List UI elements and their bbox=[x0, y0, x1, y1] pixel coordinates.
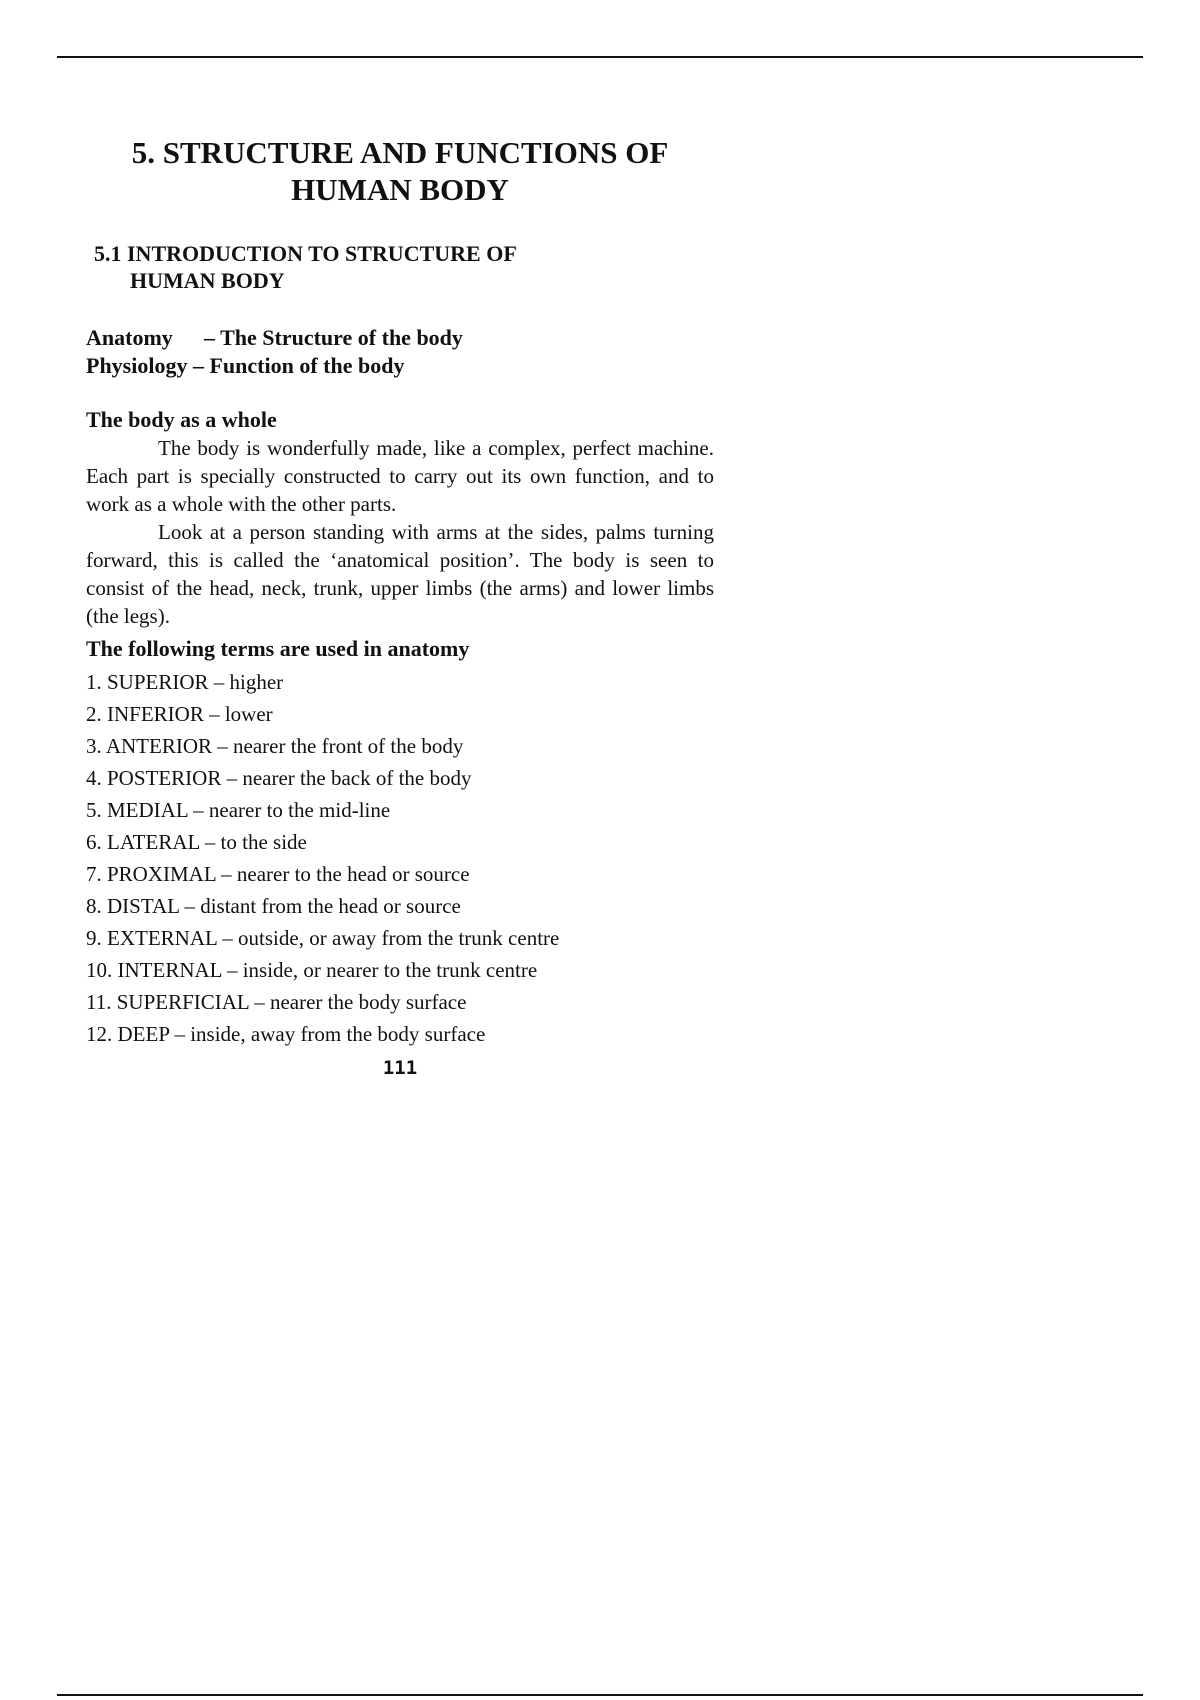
list-item: 10. INTERNAL – inside, or nearer to the trunk centre bbox=[86, 958, 538, 982]
header-rule bbox=[57, 56, 1143, 58]
list-item: 12. DEEP – inside, away from the body surface bbox=[86, 1022, 486, 1046]
anatomy-terms-heading: The following terms are used in anatomy bbox=[86, 636, 470, 661]
body-as-whole-heading: The body as a whole bbox=[86, 407, 277, 432]
footer-rule bbox=[57, 1694, 1143, 1696]
list-item: 9. EXTERNAL – outside, or away from the trunk centre bbox=[86, 926, 560, 950]
definition-meaning: – Function of the body bbox=[192, 353, 405, 378]
list-item: 3. ANTERIOR – nearer the front of the body bbox=[86, 734, 464, 758]
list-item: 7. PROXIMAL – nearer to the head or source bbox=[86, 862, 470, 886]
list-item: 5. MEDIAL – nearer to the mid-line bbox=[86, 798, 391, 822]
page-content bbox=[86, 134, 714, 1080]
definition-physiology bbox=[86, 352, 714, 380]
list-item: 4. POSTERIOR – nearer the back of the body bbox=[86, 766, 472, 790]
definitions bbox=[86, 324, 714, 380]
section-heading bbox=[94, 240, 714, 294]
page-number: 111 bbox=[382, 1057, 418, 1079]
chapter-title-line-2: HUMAN BODY bbox=[291, 172, 509, 207]
chapter-title bbox=[86, 134, 714, 208]
list-item: 8. DISTAL – distant from the head or source bbox=[86, 894, 461, 918]
body-paragraph: Look at a person standing with arms at the sides, palms turning forward, this is called the ‘anatomical position’. The body is seen to consist of the head, neck, trunk, upper limbs (the arms) and lower limbs (the legs). bbox=[86, 520, 714, 628]
definition-term: Physiology bbox=[86, 353, 188, 378]
body-paragraph: The body is wonderfully made, like a complex, perfect machine. Each part is specially constructed to carry out its own function, and to work as a whole with the other parts. bbox=[86, 436, 714, 516]
chapter-title-line-1: 5. STRUCTURE AND FUNCTIONS OF bbox=[131, 135, 669, 170]
list-item: 1. SUPERIOR – higher bbox=[86, 670, 284, 694]
list-item: 2. INFERIOR – lower bbox=[86, 702, 273, 726]
list-item: 11. SUPERFICIAL – nearer the body surface bbox=[86, 990, 467, 1014]
definition-meaning: – The Structure of the body bbox=[204, 325, 463, 350]
section-heading-line-2: HUMAN BODY bbox=[130, 268, 285, 293]
definition-term: Anatomy bbox=[86, 325, 173, 350]
section-heading-line-1: 5.1 INTRODUCTION TO STRUCTURE OF bbox=[94, 241, 517, 266]
definition-anatomy bbox=[86, 324, 714, 352]
list-item: 6. LATERAL – to the side bbox=[86, 830, 307, 854]
anatomy-terms-list bbox=[86, 666, 714, 1050]
